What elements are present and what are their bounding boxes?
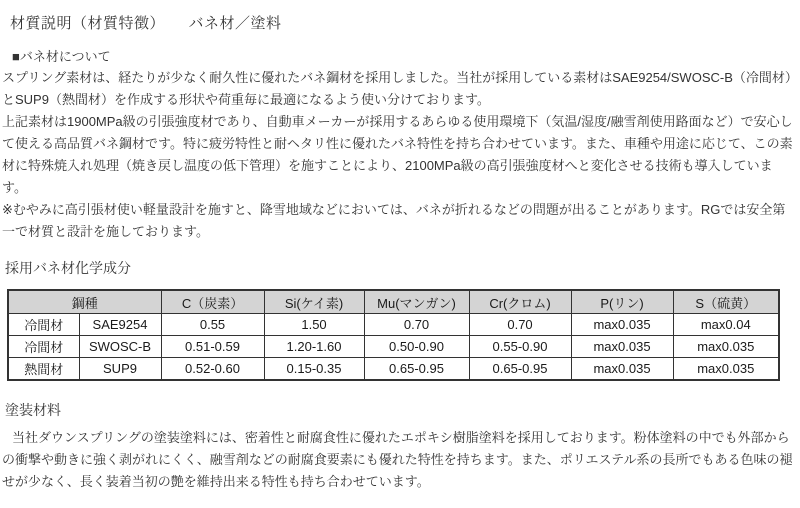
cell-manganese: 0.50-0.90: [364, 336, 469, 358]
column-header-chromium: Cr(クロム): [469, 290, 571, 314]
cell-phosphorus: max0.035: [571, 358, 673, 381]
paragraph-paint-material: 当社ダウンスプリングの塗装塗料には、密着性と耐腐食性に優れたエポキシ樹脂塗料を採用しております。粉体塗料の中でも外部からの衝撃や動きに強く剥がれにくく、融雪剤などの耐腐食要素にも優れた特性を持ちます。また、ポリエステル系の長所でもある色味の褪せが少なく、長く装着当初の艶を維持出来る特性も持ち合わせています。: [2, 430, 793, 489]
paragraph-safety-note: ※むやみに高引張材使い軽量設計を施すと、降雪地域などにおいては、バネが折れるなどの問題が出ることがあります。RGでは安全第一で材質と設計を施しております。: [2, 202, 786, 239]
page: [0, 14, 800, 508]
spring-section-label: ■バネ材について: [12, 49, 111, 64]
cell-sulfur: max0.035: [673, 358, 779, 381]
cell-type: 熱間材: [8, 358, 79, 381]
cell-chromium: 0.55-0.90: [469, 336, 571, 358]
paint-section-heading: 塗装材料: [5, 402, 61, 418]
document-body: [0, 14, 800, 493]
cell-phosphorus: max0.035: [571, 336, 673, 358]
cell-type: 冷間材: [8, 336, 79, 358]
column-header-carbon: C（炭素）: [161, 290, 264, 314]
cell-grade: SWOSC-B: [79, 336, 161, 358]
cell-sulfur: max0.035: [673, 336, 779, 358]
cell-phosphorus: max0.035: [571, 314, 673, 336]
column-header-sulfur: S（硫黄）: [673, 290, 779, 314]
cell-chromium: 0.65-0.95: [469, 358, 571, 381]
cell-carbon: 0.51-0.59: [161, 336, 264, 358]
spring-section-body: [2, 67, 796, 243]
page-title: 材質説明（材質特徴） バネ材／塗料: [10, 15, 282, 32]
cell-silicon: 0.15-0.35: [264, 358, 364, 381]
table-row-sae9254: [8, 314, 779, 336]
cell-manganese: 0.70: [364, 314, 469, 336]
composition-table: [7, 289, 780, 381]
column-header-manganese: Mu(マンガン): [364, 290, 469, 314]
column-header-steel-type: 鋼種: [8, 290, 161, 314]
column-header-phosphorus: P(リン): [571, 290, 673, 314]
column-header-silicon: Si(ケイ素): [264, 290, 364, 314]
paragraph-spring-material: スプリング素材は、経たりが少なく耐久性に優れたバネ鋼材を採用しました。当社が採用している素材はSAE9254/SWOSC-B（冷間材）とSUP9（熱間材）を作成する形状や荷重毎に最適になるよう使い分けております。: [2, 70, 792, 107]
cell-carbon: 0.52-0.60: [161, 358, 264, 381]
composition-table-heading: 採用バネ材化学成分: [5, 260, 131, 276]
cell-sulfur: max0.04: [673, 314, 779, 336]
paragraph-tensile-strength: 上記素材は1900MPa級の引張強度材であり、自動車メーカーが採用するあらゆる使用環境下（気温/湿度/融雪剤使用路面など）で安心して使える高品質バネ鋼材です。特に疲労特性と耐ヘタリ性に優れたバネ特性を持ち合わせています。また、車種や用途に応じて、この素材に特殊焼入れ処理（焼き戻し温度の低下管理）を施すことにより、2100MPa級の高引張強度材へと変化させる技術も導入しています。: [2, 114, 793, 195]
table-header-row: [8, 290, 779, 314]
cell-chromium: 0.70: [469, 314, 571, 336]
table-row-swosc-b: [8, 336, 779, 358]
cell-grade: SAE9254: [79, 314, 161, 336]
cell-type: 冷間材: [8, 314, 79, 336]
table-row-sup9: [8, 358, 779, 381]
cell-silicon: 1.20-1.60: [264, 336, 364, 358]
cell-carbon: 0.55: [161, 314, 264, 336]
cell-manganese: 0.65-0.95: [364, 358, 469, 381]
cell-grade: SUP9: [79, 358, 161, 381]
cell-silicon: 1.50: [264, 314, 364, 336]
